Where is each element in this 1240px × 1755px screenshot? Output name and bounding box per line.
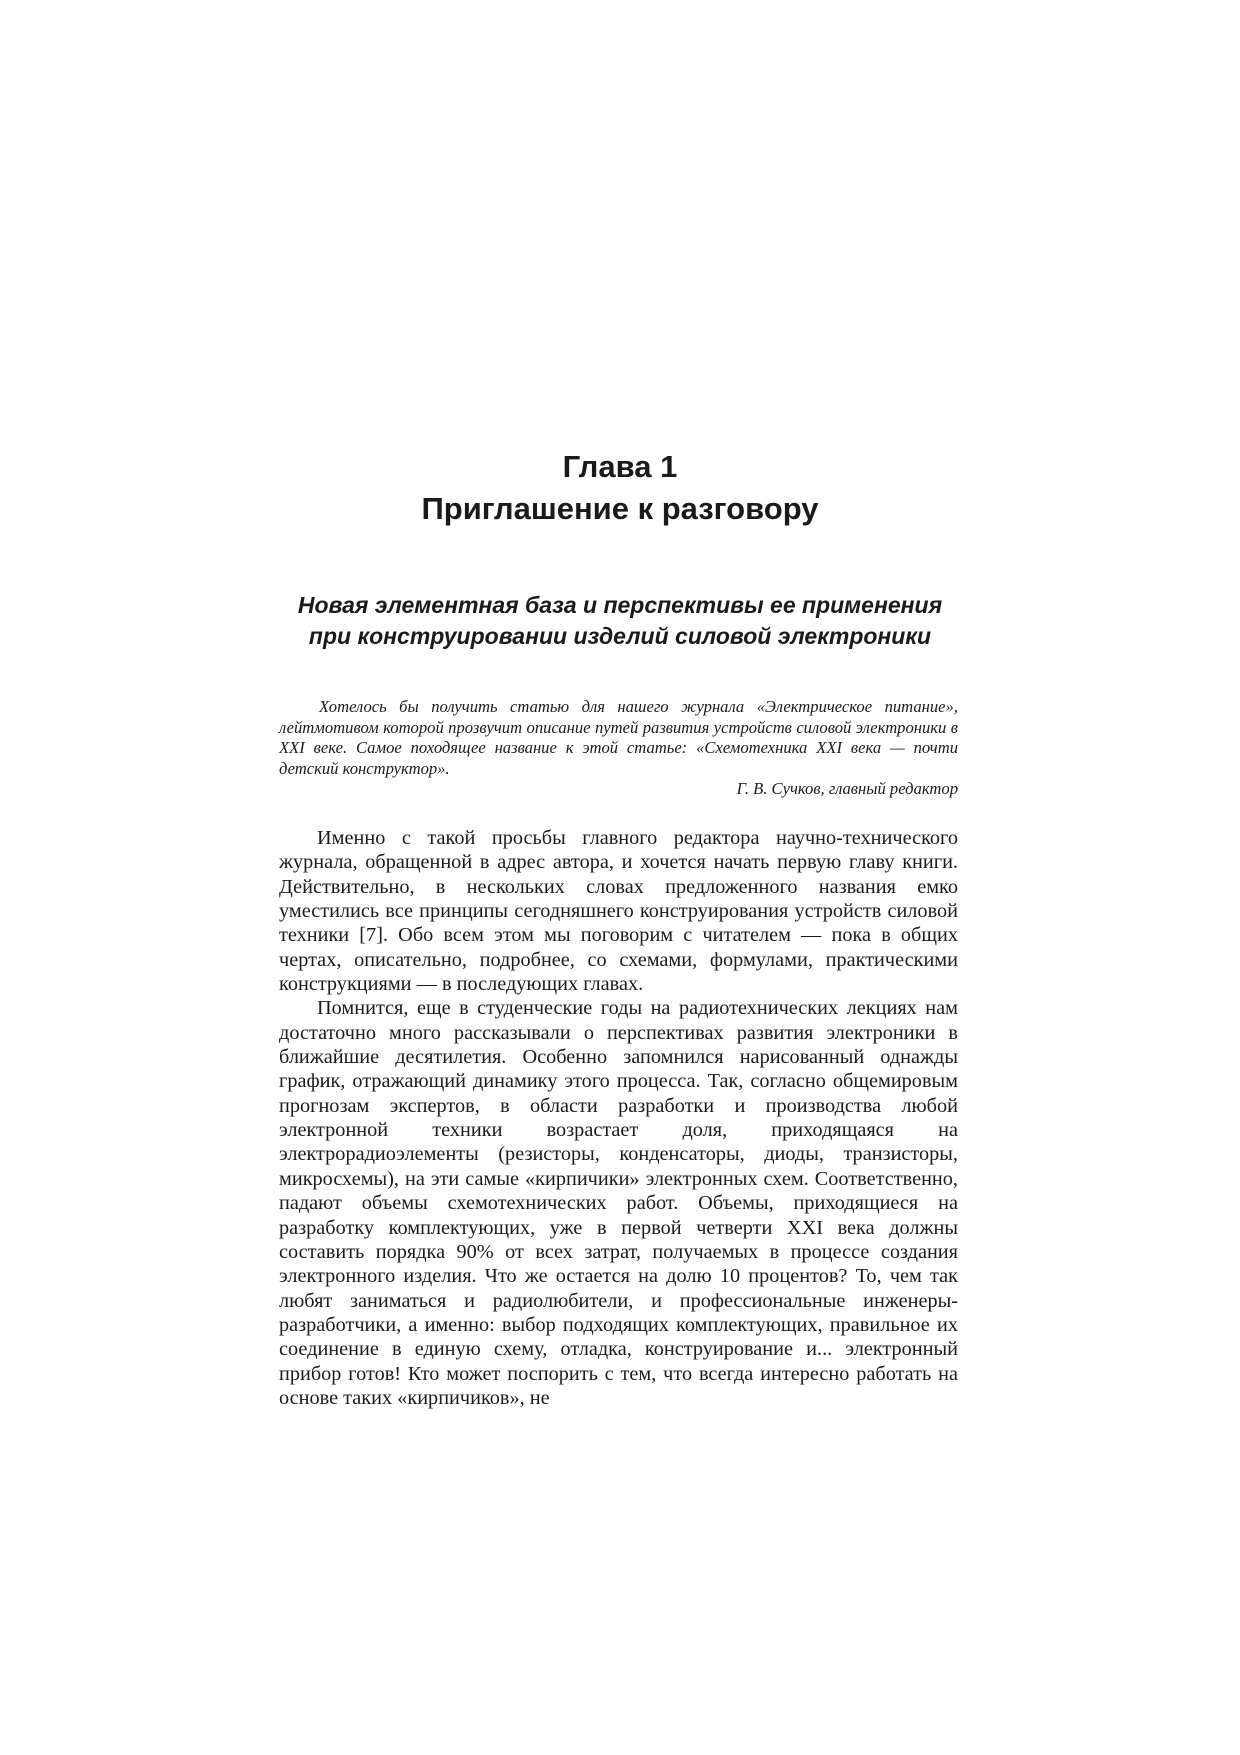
chapter-heading [0, 446, 1240, 530]
section-title-line-1: Новая элементная база и перспективы ее применения [297, 592, 943, 618]
chapter-number: Глава 1 [562, 449, 678, 484]
epigraph-author: Г. В. Сучков, главный редактор [736, 779, 958, 798]
body-paragraph-2: Помнится, еще в студенческие годы на радиотехнических лекциях нам достаточно много рассказывали о перспективах развития электроники в ближайшие десятилетия. Особенно запомнился нарисованный однажды график, отражающий динамику этого процесса. Так, согласно общемировым прогнозам экспертов, в области разработки и производства любой электронной техники возрастает доля, приходящаяся на электрорадиоэлементы (резисторы, конденсаторы, диоды, транзисторы, микросхемы), на эти самые «кирпичики» электронных схем. Соответственно, падают объемы схемотехнических работ. Объемы, приходящиеся на разработку комплектующих, уже в первой четверти XXI века должны составить порядка 90% от всех затрат, получаемых в процессе создания электронного изделия. Что же остается на долю 10 процентов? То, чем так любят заниматься и радиолюбители, и профессиональные инженеры-разработчики, а именно: выбор подходящих комплектующих, правильное их соединение в единую схему, отладка, конструирование и... электронный прибор готов! Кто может поспорить с тем, что всегда интересно работать на основе таких «кирпичиков», не [279, 997, 958, 1409]
body-text [279, 826, 958, 1410]
body-paragraph-1: Именно с такой просьбы главного редактора научно-технического журнала, обращенной в адрес автора, и хочется начать первую главу книги. Действительно, в нескольких словах предложенного названия емко уместились все принципы сегодняшнего конструирования устройств силовой техники [7]. Обо всем этом мы поговорим с читателем — пока в общих чертах, описательно, подробнее, со схемами, формулами, практическими конструкциями — в последующих главах. [279, 827, 958, 996]
section-title-line-2: при конструировании изделий силовой электроники [308, 622, 932, 649]
section-heading [0, 590, 1240, 651]
chapter-title: Приглашение к разговору [421, 490, 819, 526]
epigraph [279, 697, 958, 800]
epigraph-text: Хотелось бы получить статью для нашего журнала «Электрическое питание», лейтмотивом которой прозвучит описание путей развития устройств силовой электроники в XXI веке. Самое походящее название к этой статье: «Схемотехника XXI века — почти детский конструктор». [279, 697, 958, 778]
